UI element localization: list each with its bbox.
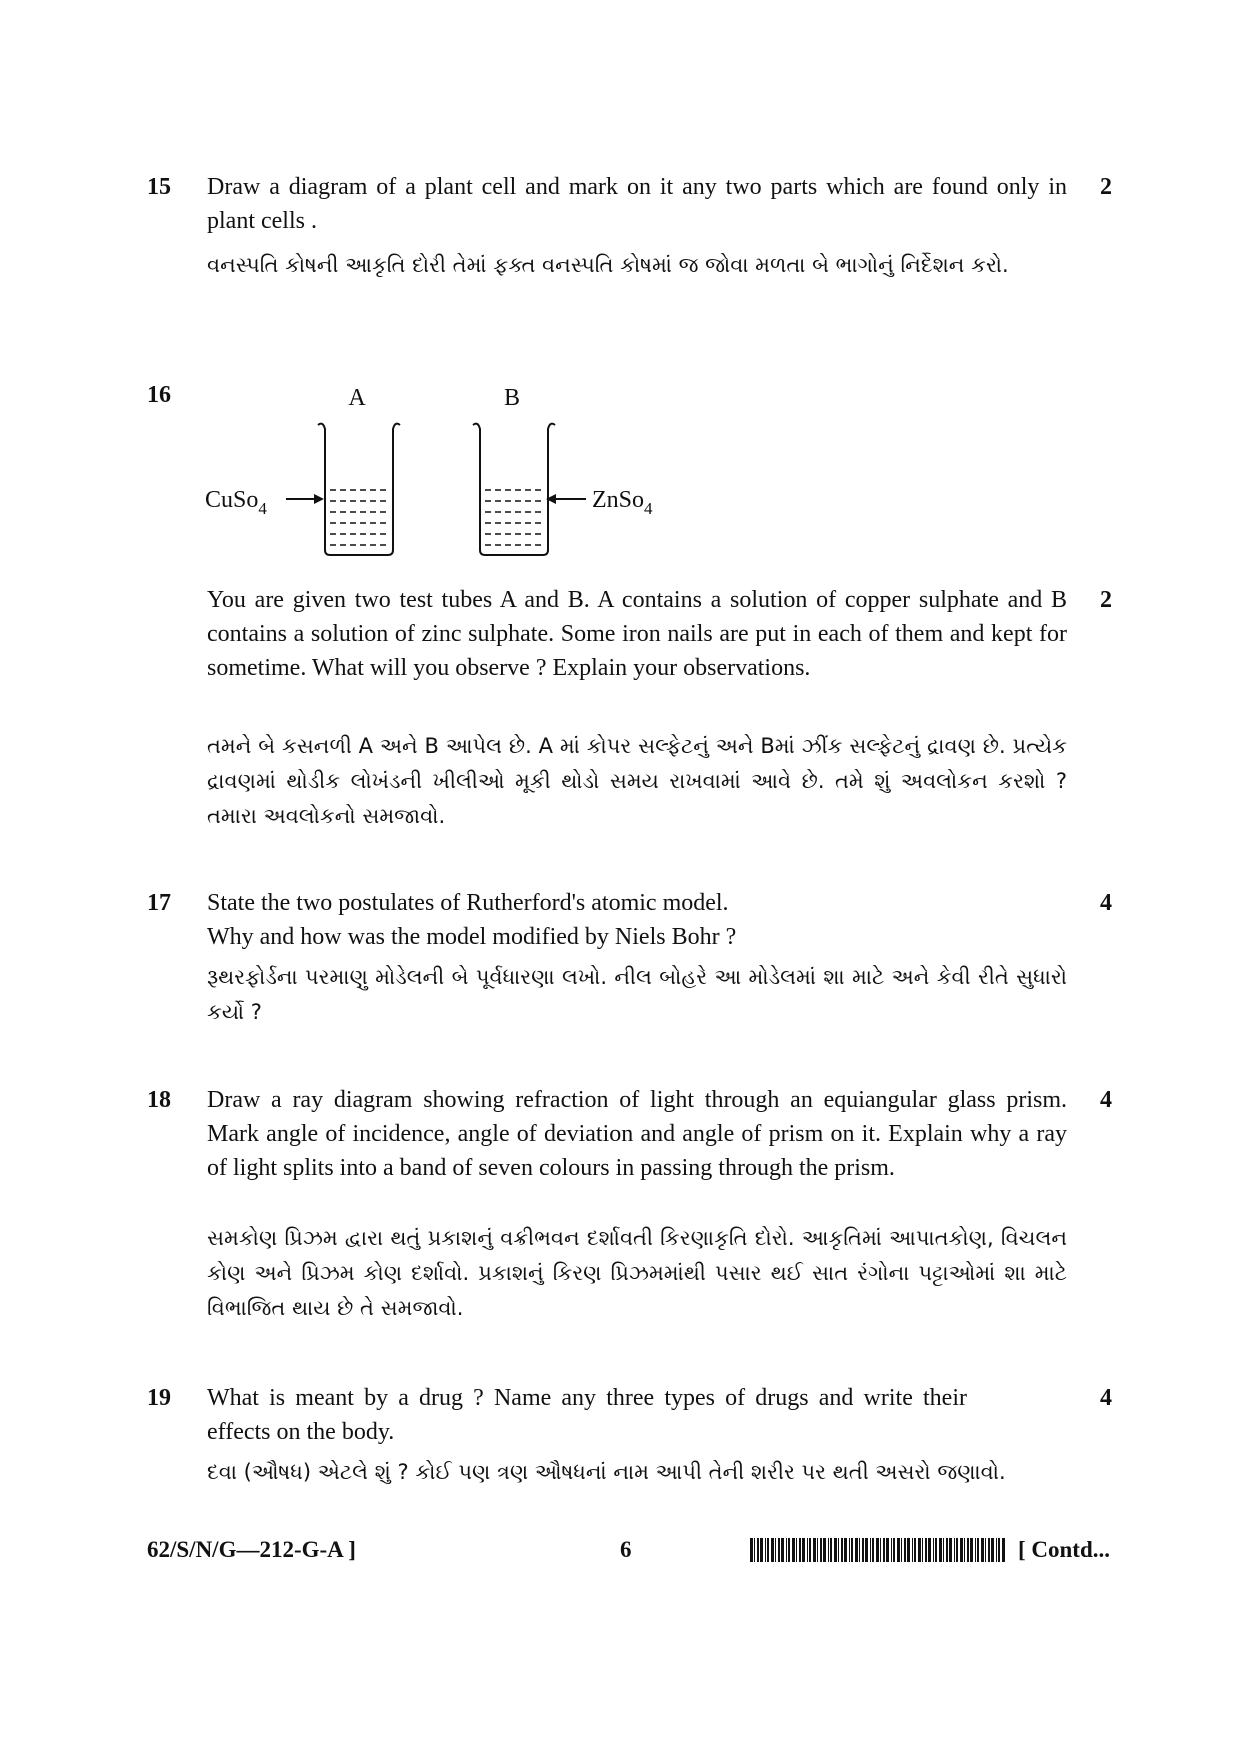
barcode-bar — [754, 1538, 755, 1562]
barcode-bar — [778, 1538, 780, 1562]
barcode-bar — [901, 1538, 902, 1562]
barcode-bar — [851, 1538, 853, 1562]
barcode-bar — [939, 1538, 942, 1562]
barcode-bar — [946, 1538, 948, 1562]
question-number: 15 — [147, 174, 171, 200]
barcode-bar — [828, 1538, 829, 1562]
barcode-bar — [943, 1538, 944, 1562]
barcode-bar — [792, 1538, 795, 1562]
barcode-bar — [891, 1538, 892, 1562]
barcode-bar — [956, 1538, 958, 1562]
barcode-bar — [949, 1538, 952, 1562]
barcode-bar — [841, 1538, 843, 1562]
barcode-bar — [988, 1538, 990, 1562]
question-text-gujarati: વનસ્પતિ કોષની આકૃતિ દોરી તેમાં ફક્ત વનસ્પતિ કોષમાં જ જોવા મળતા બે ભાગોનું નિર્દેશન કરો. — [207, 253, 1009, 277]
question-number: 17 — [147, 890, 171, 916]
barcode-bar — [883, 1538, 885, 1562]
question-text-gujarati: રૂથરફોર્ડના પરમાણુ મોડેલની બે પૂર્વધારણા લખો. નીલ બોહરે આ મોડેલમાં શા માટે અને કેવી રીતે સુધારો કર્યો ? — [207, 965, 1067, 1024]
barcode-bar — [922, 1538, 923, 1562]
barcode-bar — [788, 1538, 790, 1562]
barcode-bar — [813, 1538, 816, 1562]
barcode-bar — [904, 1538, 906, 1562]
barcode-bar — [925, 1538, 927, 1562]
barcode-bar — [975, 1538, 976, 1562]
question-number: 18 — [147, 1087, 171, 1113]
barcode-bar — [935, 1538, 937, 1562]
question-marks: 4 — [1100, 890, 1112, 916]
barcode-bar — [1002, 1538, 1005, 1562]
barcode-bar — [928, 1538, 931, 1562]
barcode-bar — [918, 1538, 921, 1562]
zinc-sulphate-label: ZnSo$_4$ — [592, 487, 653, 518]
barcode-bar — [859, 1538, 860, 1562]
barcode-bar — [876, 1538, 879, 1562]
barcode-bar — [830, 1538, 832, 1562]
question-text-gujarati: દવા (ઔષધ) એટલે શું ? કોઈ પણ ત્રણ ઔષધનાં નામ આપી તેની શરીર પર થતી અસરો જણાવો. — [207, 1460, 1006, 1484]
barcode-bar — [750, 1538, 753, 1562]
barcode-bar — [775, 1538, 776, 1562]
barcode-bar — [834, 1538, 837, 1562]
question-text-english: Draw a ray diagram showing refraction of light through an equiangular glass prism. Mark angle of incidence, angle of deviation and angle of prism on it. Explain why a ray of light splits into a band of seven colours in passing through the prism. — [207, 1087, 1067, 1181]
barcode-bar — [823, 1538, 826, 1562]
barcode-bar — [771, 1538, 774, 1562]
question-number: 16 — [147, 382, 171, 408]
barcode-bar — [886, 1538, 889, 1562]
question-text-english: Draw a diagram of a plant cell and mark on it any two parts which are found only in plant cells . — [207, 174, 1067, 234]
question-text-english: What is meant by a drug ? Name any three types of drugs and write their effects on the body. — [207, 1385, 967, 1445]
question-number: 19 — [147, 1385, 171, 1411]
beakers-diagram — [190, 385, 710, 565]
barcode — [750, 1538, 1010, 1562]
arrow-left-head — [314, 494, 324, 504]
question-text-english: You are given two test tubes A and B. A contains a solution of copper sulphate and B contains a solution of zinc sulphate. Some iron nails are put in each of them and kept for sometime. What will you observe ? Explain your observations. — [207, 587, 1067, 681]
beaker-label-a: A — [348, 385, 366, 411]
barcode-bar — [767, 1538, 769, 1562]
barcode-bar — [964, 1538, 965, 1562]
beaker-label-b: B — [503, 385, 521, 411]
paper-code: 62/S/N/G—212-G-A ] — [147, 1537, 356, 1562]
question-line-2: Why and how was the model modified by Niels Bohr ? — [207, 924, 737, 950]
barcode-bar — [781, 1538, 784, 1562]
barcode-bar — [893, 1538, 895, 1562]
barcode-bar — [807, 1538, 808, 1562]
question-text-english — [207, 886, 1067, 954]
question-marks: 4 — [1100, 1385, 1112, 1411]
barcode-bar — [870, 1538, 871, 1562]
barcode-bar — [799, 1538, 801, 1562]
question-marks: 2 — [1100, 174, 1112, 200]
barcode-bar — [820, 1538, 822, 1562]
barcode-bar — [872, 1538, 874, 1562]
question-line-1: State the two postulates of Rutherford's atomic model. — [207, 890, 729, 916]
question-text-gujarati: તમને બે કસનળી A અને B આપેલ છે. A માં કોપર સલ્ફેટનું અને Bમાં ઝીંક સલ્ફેટનું દ્રાવણ છે. પ્રત્યેક દ્રાવણમાં થોડીક લોખંડની ખીલીઓ મૂકી થોડો સમય રાખવામાં આવે છે. તમે શું અવલોકન કરશો ? તમારા અવલોકનો સમજાવો. — [207, 734, 1067, 828]
barcode-bar — [907, 1538, 910, 1562]
barcode-bar — [844, 1538, 847, 1562]
barcode-bar — [817, 1538, 818, 1562]
barcode-bar — [977, 1538, 979, 1562]
continued-label: [ Contd... — [1018, 1537, 1111, 1562]
barcode-bar — [786, 1538, 787, 1562]
barcode-bar — [996, 1538, 997, 1562]
barcode-bar — [855, 1538, 858, 1562]
barcode-bar — [809, 1538, 811, 1562]
barcode-bar — [967, 1538, 969, 1562]
barcode-bar — [849, 1538, 850, 1562]
question-text-gujarati: સમકોણ પ્રિઝમ દ્વારા થતું પ્રકાશનું વક્રીભવન દર્શાવતી કિરણાકૃતિ દોરો. આકૃતિમાં આપાતકોણ, વિચલન કોણ અને પ્રિઝમ કોણ દર્શાવો. પ્રકાશનું કિરણ પ્રિઝમમાંથી પસાર થઈ સાત રંગોના પટ્ટાઓમાં શા માટે વિભાજિત થાય છે તે સમજાવો. — [207, 1226, 1067, 1320]
page-number: 6 — [620, 1537, 632, 1562]
copper-sulphate-label: CuSo$_4$ — [205, 487, 267, 518]
barcode-bar — [760, 1538, 763, 1562]
barcode-bar — [985, 1538, 986, 1562]
question-marks: 4 — [1100, 1087, 1112, 1113]
barcode-bar — [757, 1538, 759, 1562]
barcode-bar — [998, 1538, 1000, 1562]
barcode-bar — [960, 1538, 963, 1562]
barcode-bar — [765, 1538, 766, 1562]
barcode-bar — [838, 1538, 839, 1562]
barcode-bar — [954, 1538, 955, 1562]
barcode-bar — [802, 1538, 805, 1562]
barcode-bar — [862, 1538, 864, 1562]
barcode-bar — [912, 1538, 913, 1562]
barcode-bar — [970, 1538, 973, 1562]
question-marks: 2 — [1100, 587, 1112, 613]
barcode-bar — [796, 1538, 797, 1562]
barcode-bar — [991, 1538, 994, 1562]
barcode-bar — [865, 1538, 868, 1562]
barcode-bar — [933, 1538, 934, 1562]
barcode-bar — [880, 1538, 881, 1562]
barcode-bar — [981, 1538, 984, 1562]
barcode-bar — [897, 1538, 900, 1562]
barcode-bar — [914, 1538, 916, 1562]
